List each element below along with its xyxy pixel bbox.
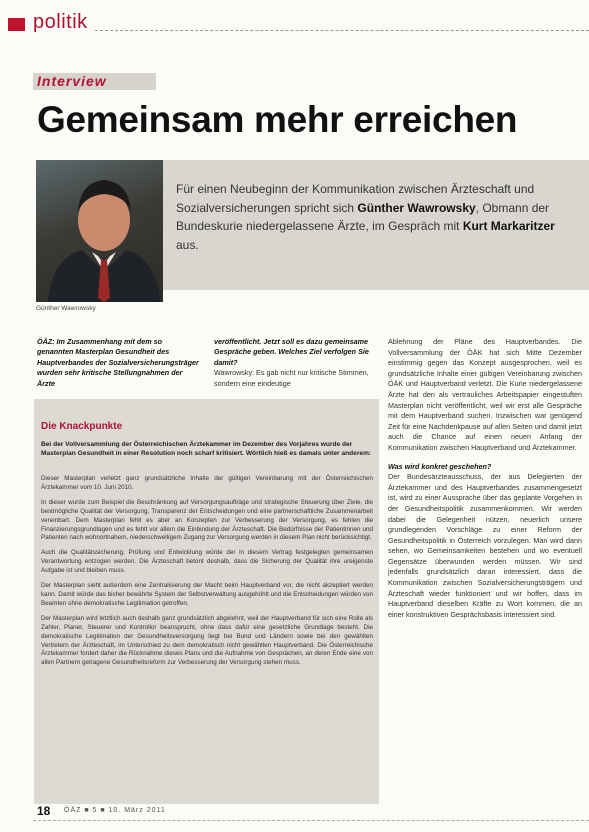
- page-title: Gemeinsam mehr erreichen: [37, 99, 518, 140]
- answer-1: Wawrowsky: Es gab nicht nur kritische Stimmen, sondern eine eindeutige: [214, 368, 369, 388]
- answer-1-continued: Ablehnung der Pläne des Hauptverbandes. Die Vollversammlung der ÖÄK hat sich Mitte Dezember einstimmig gegen das Konzept ausgesprochen, weil es grundsätzliche Inhalte einer gültigen Vereinbarung zwischen ÖÄK und Hauptverband verletzt. Die Kurie niedergelassene Ärzte hat den als vertrauliches Arbeitspapier eingestuften Masterplan nicht veröffentlicht, weil wir erst alle Gespräche mit dem Hauptverband suchen. Inzwischen war genügend Zeit für eine Nachdenkpause auf allen Seiten und damit jetzt auch die Chance auf einen neuen Anfang der Kommunikation zwischen Hauptverband und Ärztekammer.: [388, 337, 582, 452]
- sidebar-paragraph: Der Masterplan sieht außerdem eine Zentralisierung der Macht beim Hauptverband vor, die nicht akzeptiert werden kann. Damit würde das bisher bewährte System der Selbstverwaltung ausgehöhlt und die Entscheidungen würden von Beamten ohne demokratische Legitimation getroffen.: [41, 582, 373, 607]
- footer-divider: [33, 820, 589, 821]
- intro-part: Für einen Neubeginn der Kommunikation zwischen Ärzteschaft und Sozialversicherungen spricht sich: [176, 182, 535, 215]
- intro-part: aus.: [176, 237, 199, 252]
- intro-part: , Obmann der Bundeskurie niedergelassene Ärzte, im Gespräch mit: [176, 200, 550, 234]
- sidebar-lead: Bei der Vollversammlung der Österreichischen Ärztekammer im Dezember des Vorjahres wurde der Masterplan Gesundheit in einer Resolution noch scharf kritisiert. Wörtlich hieß es damals unter anderem:: [41, 441, 372, 458]
- question-2: Was wird konkret geschehen?: [388, 461, 492, 471]
- intro-text: [176, 180, 571, 254]
- section-marker: [8, 18, 25, 31]
- interviewer-name: Kurt Markaritzer: [462, 219, 555, 234]
- question-1-continued: veröffentlicht. Jetzt soll es dazu gemeinsame Gespräche geben. Welches Ziel verfolgen Sie damit?: [214, 337, 369, 367]
- issue-info: ÖÄZ ■ 5 ■ 10. März 2011: [64, 807, 166, 814]
- page-number: 18: [37, 804, 51, 818]
- sidebar-paragraph: Dieser Masterplan verletzt ganz grundsätzliche Inhalte der gültigen Vereinbarung mit der Österreichischen Ärztekammer vom 10. Juni 2010.: [41, 475, 373, 491]
- sidebar-paragraph: Auch die Qualitätssicherung, Prüfung und Entwicklung würde der in diesem Vertrag festgelegten gemeinsamen Verantwortung entzogen werden. Die Ärzteschaft betont deshalb, dass die Sicherung der Qualität ihre ureigenste Aufgabe ist und bleiben muss.: [41, 549, 373, 575]
- right-column: [388, 337, 582, 620]
- sidebar-title: Die Knackpunkte: [41, 421, 123, 432]
- answer-2: Der Bundesärzteausschuss, der aus Delegierten der Ärztekammer und des Hauptverbandes zusammengesetzt ist, wird zu einer Aussprache über das geplante Vorgehen in der Gesundheitspolitik zusammenkommen. Wir werden dabei die Gelegenheit nützen, neuerlich unsere grundlegenden Vorschläge zu einer Reform der Gesundheitspolitik in Österreich vorzulegen. Man wird dann sehen, wo Gemeinsamkeiten bestehen und wo eventuell Gegensätze überwunden werden müssen. Wir sind jedenfalls grundsätzlich daran interessiert, dass die Kommunikation zwischen Sozialversicherungsträgern und Ärzteschaft wieder funktioniert und wir hoffen, dass im Hauptverband dieselben Kräfte zu Wort kommen, die an einer konstruktiven Gesprächsbasis interessiert sind.: [388, 472, 582, 619]
- kicker-label: Interview: [37, 73, 107, 89]
- kicker-bar: [33, 73, 156, 90]
- top-divider: [95, 30, 589, 32]
- sidebar-paragraph: In dieser wurde zum Beispiel die Beschränkung auf Versorgungsaufträge und strategische Steuerung über Ziele, die bestmögliche Qualität der Versorgung, Transparenz der Entscheidungen und eine partnerschaftliche Zusammenarbeit vereinbart. Dem Masterplan fehlt es aber an Konzepten zur Verbesserung der Versorgung, es fehlen die Finanzierungsgrundlagen und es fehlt vor allem die Einbindung der Ärzteschaft. Die Bedürfnisse der Patientinnen und Patienten nach wohnortnahem, niederschwelligem Zugang zur Versorgung werden in diesem Plan nicht berücksichtigt.: [41, 498, 373, 542]
- interviewee-name: Günther Wawrowsky: [357, 200, 476, 215]
- question-1: ÖÄZ: Im Zusammenhang mit dem so genannten Masterplan Gesundheit des Hauptverbandes der Sozialversicherungsträger wurden sehr kritische Stellungnahmen der Ärzte: [37, 337, 199, 388]
- portrait-illustration: [36, 160, 163, 302]
- sidebar-body: [41, 475, 373, 674]
- photo-caption: Günther Wawrowsky: [36, 305, 96, 312]
- portrait-photo: [36, 160, 163, 302]
- middle-column: [214, 337, 374, 389]
- sidebar-paragraph: Der Masterplan wird letztlich auch deshalb ganz grundsätzlich abgelehnt, weil der Hauptverband für sich eine Rolle als Zahler, Planer, Steuerer und Kontrollor beansprucht, ohne dass dafür eine gesetzliche Grundlage besteht. Die demokratische Legitimation der Gesundheitsversorgung liegt bei Bund und Ländern sowie bei den gewählten Vertretern der Ärzteschaft, im Unterschied zu dem demokratisch nicht gewählten Hauptverband. Die Österreichische Ärztekammer fordert daher die Rücknahme dieses Plans und die Aufnahme von Gesprächen, an deren Ende eine von allen Partnern getragene Gesundheitsreform zur Verbesserung der Versorgung stehen muss.: [41, 614, 373, 667]
- section-label: politik: [33, 11, 88, 33]
